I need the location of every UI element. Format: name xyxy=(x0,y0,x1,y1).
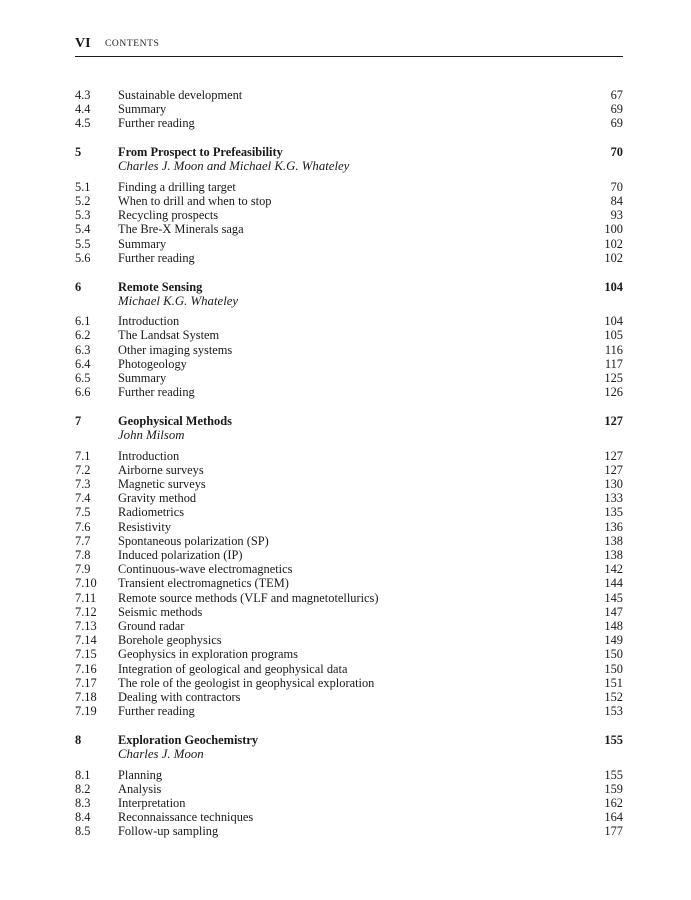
chapter-title: Remote Sensing xyxy=(118,279,203,294)
toc-section-row xyxy=(75,810,623,824)
toc-section-row xyxy=(75,619,623,633)
section-number: 7.5 xyxy=(75,505,91,520)
section-title: Airborne surveys xyxy=(118,462,204,477)
section-number: 8.4 xyxy=(75,810,91,825)
section-page: 93 xyxy=(610,208,623,223)
toc-section-row xyxy=(75,208,623,222)
toc-section-row xyxy=(75,704,623,718)
section-title: Spontaneous polarization (SP) xyxy=(118,533,269,548)
section-title: Planning xyxy=(118,767,163,782)
section-number: 7.3 xyxy=(75,477,91,491)
section-number: 7.4 xyxy=(75,491,91,506)
section-number: 7.2 xyxy=(75,462,91,477)
section-number: 6.4 xyxy=(75,356,91,371)
section-number: 4.3 xyxy=(75,88,91,102)
section-page: 149 xyxy=(604,633,623,648)
chapter-title: Exploration Geochemistry xyxy=(118,733,259,747)
toc-section-row xyxy=(75,676,623,690)
section-title: Further reading xyxy=(118,116,195,131)
section-page: 138 xyxy=(604,548,623,562)
toc-section-row xyxy=(75,102,623,116)
section-title: Interpretation xyxy=(118,796,186,810)
section-title: Magnetic surveys xyxy=(118,477,206,491)
section-page: 116 xyxy=(604,342,623,357)
toc-chapter-row xyxy=(75,280,623,294)
section-title: Further reading xyxy=(118,704,195,719)
section-number: 5.4 xyxy=(75,222,91,237)
toc-section-row xyxy=(75,463,623,477)
toc-section-row xyxy=(75,357,623,371)
section-title: Introduction xyxy=(118,314,180,329)
section-title: Other imaging systems xyxy=(118,342,233,357)
section-page: 133 xyxy=(604,491,623,506)
section-title: Seismic methods xyxy=(118,604,203,619)
section-title: Finding a drilling target xyxy=(118,179,236,194)
section-number: 7.16 xyxy=(75,661,97,676)
toc-section-row xyxy=(75,605,623,619)
section-title: Remote source methods (VLF and magnetotellurics) xyxy=(118,590,379,605)
section-title: Further reading xyxy=(118,385,195,400)
section-number: 7.10 xyxy=(75,576,97,591)
section-page: 145 xyxy=(604,590,623,605)
toc-section-row xyxy=(75,562,623,576)
chapter-page: 127 xyxy=(604,414,623,428)
section-page: 70 xyxy=(610,179,623,194)
section-page: 148 xyxy=(604,619,623,633)
toc-section-row xyxy=(75,768,623,782)
section-title: The Landsat System xyxy=(118,328,220,343)
toc-section-row xyxy=(75,591,623,605)
toc-section-row xyxy=(75,385,623,399)
section-number: 7.14 xyxy=(75,633,97,648)
section-page: 67 xyxy=(610,88,623,102)
toc-section-row xyxy=(75,662,623,676)
section-title: Radiometrics xyxy=(118,505,185,520)
chapter-number: 7 xyxy=(75,414,82,428)
section-page: 164 xyxy=(604,810,623,825)
section-title: Integration of geological and geophysical data xyxy=(118,661,348,676)
toc-section-row xyxy=(75,449,623,463)
toc-section-row xyxy=(75,633,623,647)
section-title: Further reading xyxy=(118,250,195,265)
section-page: 127 xyxy=(604,462,623,477)
section-number: 6.6 xyxy=(75,385,91,400)
section-page: 155 xyxy=(604,767,623,782)
running-head: CONTENTS xyxy=(105,39,160,49)
section-page: 84 xyxy=(610,194,623,208)
section-title: Reconnaissance techniques xyxy=(118,810,254,825)
section-page: 127 xyxy=(604,448,623,463)
section-title: Transient electromagnetics (TEM) xyxy=(118,576,289,591)
section-title: Geophysics in exploration programs xyxy=(118,647,298,662)
chapter-page: 70 xyxy=(610,145,623,160)
section-number: 7.13 xyxy=(75,619,97,633)
section-page: 102 xyxy=(604,250,623,265)
section-page: 144 xyxy=(604,576,623,591)
toc-section-row xyxy=(75,548,623,562)
section-number: 5.5 xyxy=(75,236,91,251)
section-number: 6.2 xyxy=(75,328,91,343)
section-number: 6.3 xyxy=(75,342,91,357)
chapter-author: Michael K.G. Whateley xyxy=(118,293,239,308)
section-title: Summary xyxy=(118,371,167,385)
section-page: 147 xyxy=(604,604,623,619)
section-number: 7.6 xyxy=(75,519,91,534)
section-title: Resistivity xyxy=(118,519,172,534)
section-title: Continuous-wave electromagnetics xyxy=(118,562,293,577)
toc-section-row xyxy=(75,343,623,357)
toc-section-row xyxy=(75,222,623,236)
chapter-author: John Milsom xyxy=(118,428,185,443)
toc-section-row xyxy=(75,477,623,491)
section-title: Induced polarization (IP) xyxy=(118,548,243,562)
toc-section-row xyxy=(75,520,623,534)
section-page: 152 xyxy=(604,690,623,704)
section-page: 69 xyxy=(610,102,623,117)
section-title: Borehole geophysics xyxy=(118,633,222,648)
section-title: The role of the geologist in geophysical exploration xyxy=(118,675,375,690)
toc-section-row xyxy=(75,88,623,102)
toc-section-row xyxy=(75,180,623,194)
toc-chapter-row xyxy=(75,733,623,747)
section-number: 5.3 xyxy=(75,208,91,223)
section-title: Ground radar xyxy=(118,619,185,633)
section-number: 7.18 xyxy=(75,690,97,704)
section-title: Analysis xyxy=(118,781,162,796)
section-page: 142 xyxy=(604,562,623,577)
section-number: 7.7 xyxy=(75,533,91,548)
section-number: 8.5 xyxy=(75,824,91,839)
section-title: Summary xyxy=(118,236,167,251)
section-number: 7.17 xyxy=(75,675,97,690)
chapter-title: Geophysical Methods xyxy=(118,414,232,428)
toc-chapter-row xyxy=(75,414,623,428)
section-page: 162 xyxy=(604,796,623,810)
section-number: 4.4 xyxy=(75,102,91,117)
toc-chapter-row xyxy=(75,145,623,159)
section-title: Gravity method xyxy=(118,491,197,506)
chapter-number: 8 xyxy=(75,733,82,747)
section-page: 150 xyxy=(604,647,623,662)
section-page: 105 xyxy=(604,328,623,343)
section-page: 100 xyxy=(604,222,623,237)
section-page: 135 xyxy=(604,505,623,520)
section-page: 136 xyxy=(604,519,623,534)
section-page: 117 xyxy=(604,356,623,371)
section-page: 69 xyxy=(610,116,623,131)
toc-section-row xyxy=(75,328,623,342)
section-number: 8.1 xyxy=(75,767,91,782)
toc-section-row xyxy=(75,796,623,810)
toc-section-row xyxy=(75,251,623,265)
section-page: 138 xyxy=(604,533,623,548)
section-page: 177 xyxy=(604,824,623,839)
section-page: 159 xyxy=(604,781,623,796)
section-title: Summary xyxy=(118,102,167,117)
section-page: 130 xyxy=(604,477,623,491)
toc-section-row xyxy=(75,647,623,661)
section-number: 7.1 xyxy=(75,448,91,463)
toc-section-row xyxy=(75,690,623,704)
section-page: 153 xyxy=(604,704,623,719)
section-number: 7.12 xyxy=(75,604,97,619)
section-title: Follow-up sampling xyxy=(118,824,219,839)
toc-section-row xyxy=(75,534,623,548)
section-number: 7.11 xyxy=(75,590,97,605)
section-number: 6.5 xyxy=(75,371,91,385)
page-number: VI xyxy=(75,36,91,51)
toc-section-row xyxy=(75,576,623,590)
section-page: 126 xyxy=(604,385,623,400)
section-number: 7.15 xyxy=(75,647,97,662)
section-title: The Bre-X Minerals saga xyxy=(118,222,244,237)
section-page: 151 xyxy=(604,675,623,690)
section-page: 125 xyxy=(604,371,623,385)
section-page: 102 xyxy=(604,236,623,251)
chapter-number: 6 xyxy=(75,279,82,294)
section-page: 104 xyxy=(604,314,623,329)
section-number: 5.2 xyxy=(75,194,91,208)
chapter-number: 5 xyxy=(75,145,82,160)
section-title: Recycling prospects xyxy=(118,208,219,223)
chapter-page: 104 xyxy=(604,279,623,294)
toc-section-row xyxy=(75,505,623,519)
section-number: 4.5 xyxy=(75,116,91,131)
chapter-author: Charles J. Moon and Michael K.G. Whateley xyxy=(118,159,350,174)
section-title: Sustainable development xyxy=(118,88,243,102)
section-number: 8.3 xyxy=(75,796,91,810)
section-number: 5.1 xyxy=(75,179,91,194)
section-title: Photogeology xyxy=(118,356,187,371)
toc-section-row xyxy=(75,371,623,385)
toc-section-row xyxy=(75,782,623,796)
chapter-title: From Prospect to Prefeasibility xyxy=(118,145,283,160)
toc-section-row xyxy=(75,314,623,328)
section-number: 7.8 xyxy=(75,548,91,562)
section-title: Dealing with contractors xyxy=(118,690,241,704)
section-title: When to drill and when to stop xyxy=(118,194,272,208)
toc-section-row xyxy=(75,237,623,251)
section-number: 6.1 xyxy=(75,314,91,329)
section-page: 150 xyxy=(604,661,623,676)
section-number: 7.19 xyxy=(75,704,97,719)
page-header xyxy=(75,36,623,57)
section-number: 5.6 xyxy=(75,250,91,265)
toc-section-row xyxy=(75,116,623,130)
chapter-page: 155 xyxy=(604,733,623,747)
section-title: Introduction xyxy=(118,448,180,463)
toc-section-row xyxy=(75,491,623,505)
chapter-author: Charles J. Moon xyxy=(118,747,204,762)
section-number: 7.9 xyxy=(75,562,91,577)
toc-section-row xyxy=(75,824,623,838)
toc-section-row xyxy=(75,194,623,208)
section-number: 8.2 xyxy=(75,781,91,796)
